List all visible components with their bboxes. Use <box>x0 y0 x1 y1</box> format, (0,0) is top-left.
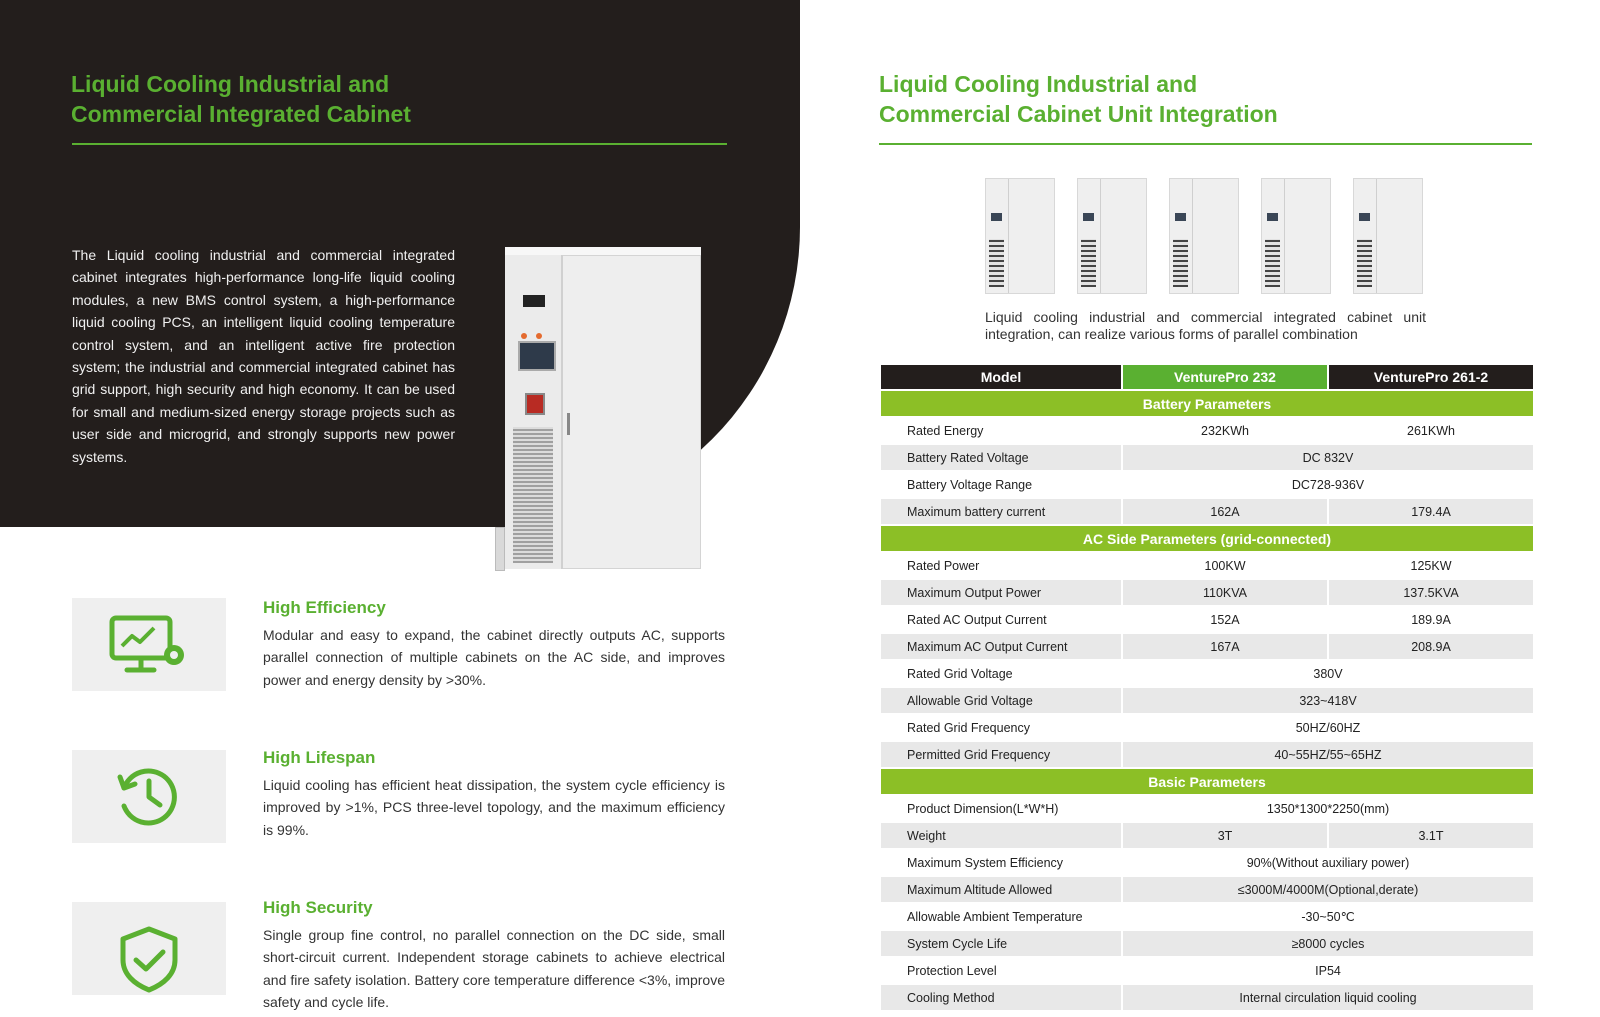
table-row <box>881 877 1533 902</box>
table-row <box>881 634 1533 659</box>
param-value: 40~55HZ/55~65HZ <box>1123 742 1533 767</box>
feature-icon-box-efficiency <box>72 598 226 691</box>
units-caption: Liquid cooling industrial and commercial integrated cabinet unit integration, can realize various forms of parallel combination <box>985 309 1426 342</box>
table-row <box>881 931 1533 956</box>
header-venturepro-261-2: VenturePro 261-2 <box>1329 365 1533 389</box>
param-label: Rated Grid Frequency <box>907 720 1030 735</box>
param-label: Allowable Ambient Temperature <box>907 909 1083 924</box>
cabinet-units-image <box>985 178 1425 296</box>
table-row <box>881 580 1533 605</box>
shield-check-icon <box>72 902 226 1010</box>
param-value: 179.4A <box>1329 499 1533 524</box>
table-row <box>881 688 1533 713</box>
left-title-line-1: Liquid Cooling Industrial and <box>71 71 390 97</box>
table-row <box>881 796 1533 821</box>
feature-icon-box-security <box>72 902 226 995</box>
left-title-line-2: Commercial Integrated Cabinet <box>71 101 411 127</box>
param-label: Battery Voltage Range <box>907 477 1033 492</box>
feature-title-efficiency: High Efficiency <box>263 598 386 617</box>
param-value: 323~418V <box>1123 688 1533 713</box>
feature-icon-box-lifespan <box>72 750 226 843</box>
param-value: 189.9A <box>1411 612 1451 627</box>
header-model: Model <box>881 365 1121 389</box>
param-value: ≥8000 cycles <box>1123 931 1533 956</box>
param-value: 162A <box>1123 499 1327 524</box>
param-label: Rated AC Output Current <box>907 612 1047 627</box>
param-value: 90%(Without auxiliary power) <box>1246 855 1410 870</box>
left-title-divider <box>72 143 727 145</box>
section-title: AC Side Parameters (grid-connected) <box>881 526 1533 551</box>
emergency-stop-icon <box>525 393 545 415</box>
table-row <box>881 499 1533 524</box>
spec-table <box>879 363 1535 1012</box>
right-section-title <box>879 69 1278 129</box>
table-row <box>881 904 1533 929</box>
param-value: 261KWh <box>1407 423 1455 438</box>
param-label: Cooling Method <box>881 985 1121 1010</box>
table-row <box>881 607 1533 632</box>
spec-table-header <box>881 365 1533 389</box>
param-label: System Cycle Life <box>881 931 1121 956</box>
left-section-title <box>71 69 411 129</box>
param-label: Product Dimension(L*W*H) <box>907 801 1059 816</box>
section-header <box>881 526 1533 551</box>
param-label: Allowable Grid Voltage <box>881 688 1121 713</box>
param-value: 380V <box>1313 666 1343 681</box>
table-row <box>881 823 1533 848</box>
param-value: IP54 <box>1315 963 1341 978</box>
param-value: 100KW <box>1204 558 1246 573</box>
param-label: Maximum AC Output Current <box>881 634 1121 659</box>
section-header <box>881 391 1533 416</box>
table-row <box>881 715 1533 740</box>
monitor-chart-icon <box>72 598 226 691</box>
clock-refresh-icon <box>72 750 226 843</box>
param-value: 208.9A <box>1329 634 1533 659</box>
table-row <box>881 445 1533 470</box>
right-title-divider <box>879 143 1532 145</box>
param-label: Rated Grid Voltage <box>907 666 1013 681</box>
table-row <box>881 418 1533 443</box>
table-row <box>881 661 1533 686</box>
section-title: Battery Parameters <box>881 391 1533 416</box>
param-value: 110KVA <box>1123 580 1327 605</box>
param-value: 125KW <box>1410 558 1452 573</box>
param-label: Maximum System Efficiency <box>907 855 1064 870</box>
param-value: 1350*1300*2250(mm) <box>1266 801 1390 816</box>
feature-text-security: Single group fine control, no parallel connection on the DC side, small short-circuit current. Independent storage cabinets to achieve electrical and fire safety isolation. Battery core temperature difference <3%, improve safety and cycle life. <box>263 927 725 1011</box>
feature-text-lifespan: Liquid cooling has efficient heat dissipation, the system cycle efficiency is improved by >1%, PCS three-level topology, and the maximum efficiency is 99%. <box>263 777 725 838</box>
cabinet-screen-icon <box>518 341 556 371</box>
header-venturepro-232: VenturePro 232 <box>1123 365 1327 389</box>
param-value: 3T <box>1123 823 1327 848</box>
param-value: 50HZ/60HZ <box>1295 720 1361 735</box>
feature-title-security: High Security <box>263 898 373 917</box>
table-row <box>881 553 1533 578</box>
table-row <box>881 850 1533 875</box>
right-title-line-2: Commercial Cabinet Unit Integration <box>879 101 1278 127</box>
param-label: Maximum Altitude Allowed <box>881 877 1121 902</box>
table-row <box>881 958 1533 983</box>
feature-title-lifespan: High Lifespan <box>263 748 376 767</box>
cabinet-door-handle-icon <box>567 413 570 435</box>
param-value: -30~50℃ <box>1301 910 1355 924</box>
table-row <box>881 742 1533 767</box>
intro-paragraph: The Liquid cooling industrial and commercial integrated cabinet integrates high-performance long-life liquid cooling modules, a new BMS control system, a high-performance liquid cooling PCS, an intelligent liquid cooling temperature control system, and an intelligent active fire protection system; the industrial and commercial integrated cabinet has grid support, high security and high economy. It can be used for small and medium-sized energy storage projects such as user side and microgrid, and strongly supports new power systems. <box>72 247 455 465</box>
param-value: ≤3000M/4000M(Optional,derate) <box>1123 877 1533 902</box>
param-label: Rated Power <box>907 558 980 573</box>
feature-text-efficiency: Modular and easy to expand, the cabinet directly outputs AC, supports parallel connection of multiple cabinets on the AC side, and improves power and energy density by >30%. <box>263 627 725 688</box>
param-value: 152A <box>1210 612 1240 627</box>
param-value: Internal circulation liquid cooling <box>1123 985 1533 1010</box>
param-value: 3.1T <box>1329 823 1533 848</box>
param-label: Protection Level <box>907 963 997 978</box>
section-title: Basic Parameters <box>881 769 1533 794</box>
table-row <box>881 985 1533 1010</box>
param-label: Rated Energy <box>907 423 984 438</box>
section-header <box>881 769 1533 794</box>
cabinet-product-image <box>505 247 701 569</box>
param-value: 232KWh <box>1201 423 1249 438</box>
param-label: Maximum battery current <box>881 499 1121 524</box>
param-label: Weight <box>881 823 1121 848</box>
right-title-line-1: Liquid Cooling Industrial and <box>879 71 1198 97</box>
table-row <box>881 472 1533 497</box>
param-value: DC728-936V <box>1291 477 1365 492</box>
param-label: Permitted Grid Frequency <box>881 742 1121 767</box>
param-value: 167A <box>1123 634 1327 659</box>
param-label: Maximum Output Power <box>881 580 1121 605</box>
param-value: 137.5KVA <box>1329 580 1533 605</box>
param-value: DC 832V <box>1123 445 1533 470</box>
brand-logo-icon <box>523 295 545 307</box>
param-label: Battery Rated Voltage <box>881 445 1121 470</box>
